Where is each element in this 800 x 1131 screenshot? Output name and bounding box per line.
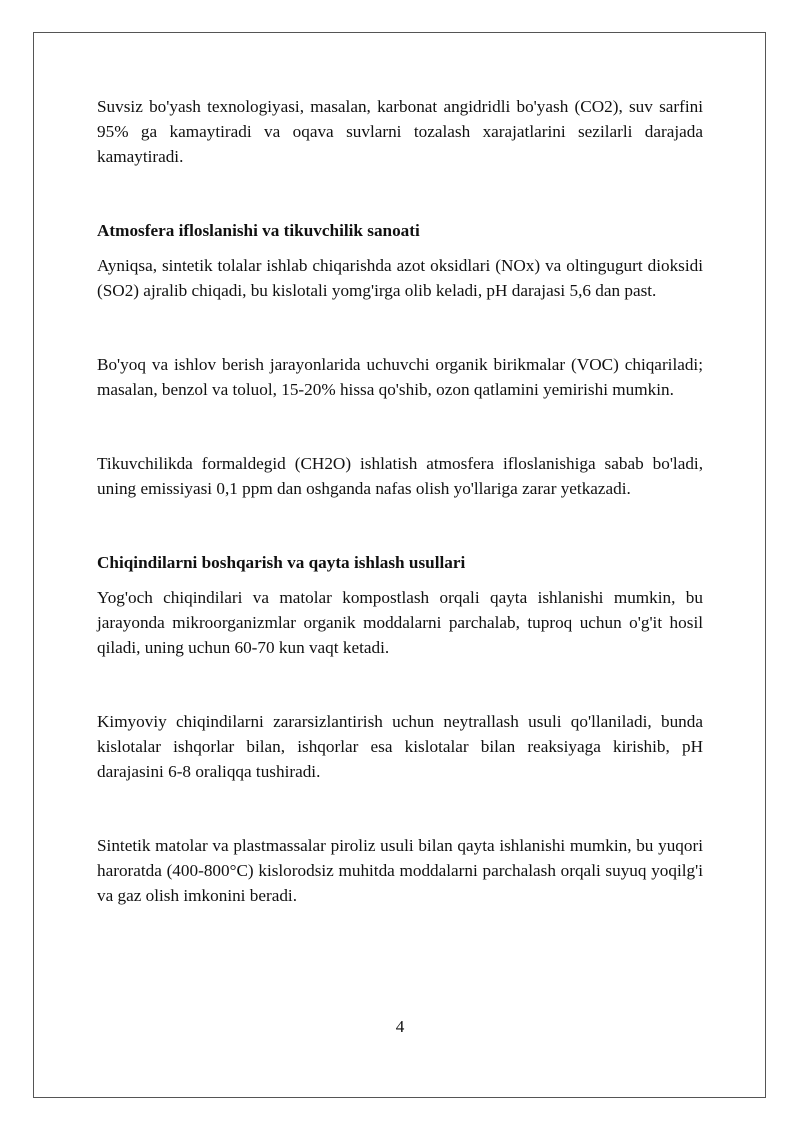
heading-atmospheric-pollution: Atmosfera ifloslanishi va tikuvchilik sanoati (97, 221, 420, 240)
paragraph-synthetic-fibers-emissions: Ayniqsa, sintetik tolalar ishlab chiqarishda azot oksidlari (NOx) va oltingugurt dioksidi (SO2) ajralib chiqadi, bu kislotali yomg'irga olib keladi, pH darajasi 5,6 dan past. (97, 256, 703, 300)
paragraph-pyrolysis: Sintetik matolar va plastmassalar piroliz usuli bilan qayta ishlanishi mumkin, bu yuqori haroratda (400-800°C) kislorodsiz muhitda moddalarni parchalash orqali suyuq yoqilg'i va gaz olish imkonini beradi. (97, 836, 703, 905)
heading-waste-management: Chiqindilarni boshqarish va qayta ishlash usullari (97, 553, 466, 572)
paragraph-neutralization: Kimyoviy chiqindilarni zararsizlantirish uchun neytrallash usuli qo'llaniladi, bunda kislotalar ishqorlar bilan, ishqorlar esa kislotalar bilan reaksiyaga kirishib, pH darajasini 6-8 oraliqqa tushiradi. (97, 712, 703, 781)
page-number: 4 (395, 1017, 405, 1036)
paragraph-voc-emissions: Bo'yoq va ishlov berish jarayonlarida uchuvchi organik birikmalar (VOC) chiqariladi; masalan, benzol va toluol, 15-20% hissa qo'shib, ozon qatlamini yemirishi mumkin. (97, 355, 703, 399)
paragraph-formaldehyde: Tikuvchilikda formaldegid (CH2O) ishlatish atmosfera ifloslanishiga sabab bo'ladi, uning emissiyasi 0,1 ppm dan oshganda nafas olish yo'llariga zarar yetkazadi. (97, 454, 703, 498)
paragraph-waterless-dyeing: Suvsiz bo'yash texnologiyasi, masalan, karbonat angidridli bo'yash (CO2), suv sarfini 95% ga kamaytiradi va oqava suvlarni tozalash xarajatlarini sezilarli darajada kamaytiradi. (97, 97, 703, 166)
page-content (97, 94, 703, 908)
paragraph-composting: Yog'och chiqindilari va matolar kompostlash orqali qayta ishlanishi mumkin, bu jarayonda mikroorganizmlar organik moddalarni parchalab, tuproq uchun o'g'it hosil qiladi, uning uchun 60-70 kun vaqt ketadi. (97, 588, 703, 657)
